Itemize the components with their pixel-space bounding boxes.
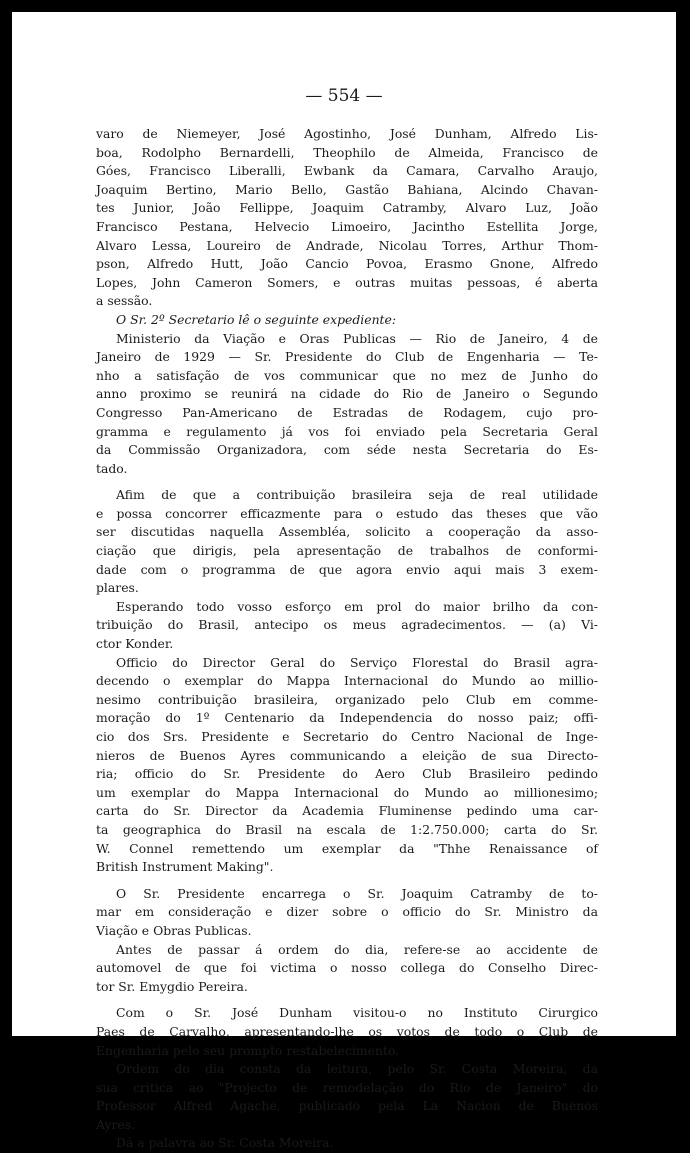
text-line: tado. bbox=[96, 460, 128, 476]
text-line: O Sr. 2º Secretario lê o seguinte expediente: bbox=[116, 311, 397, 327]
text-line: Janeiro de 1929 — Sr. Presidente do Club de Engenharia — Te- bbox=[96, 349, 598, 365]
text-line: nieros de Buenos Ayres communicando a eleição de sua Directo- bbox=[96, 747, 598, 763]
text-line: moração do 1º Centenario da Independencia do nosso paiz; offi- bbox=[96, 710, 598, 726]
page-number: — 554 — bbox=[305, 86, 383, 106]
text-line: dade com o programma de que agora envio aqui mais 3 exem- bbox=[96, 561, 598, 577]
text-line: British Instrument Making". bbox=[96, 859, 274, 875]
body-text bbox=[96, 125, 598, 1153]
text-line: cio dos Srs. Presidente e Secretario do Centro Nacional de Inge- bbox=[96, 729, 598, 744]
text-line: Ayres. bbox=[96, 1116, 135, 1132]
text-line: W. Connel remettendo um exemplar da "Thhe Renaissance of bbox=[96, 840, 598, 856]
text-line: ria; officio do Sr. Presidente do Aero Club Brasileiro pedindo bbox=[96, 766, 598, 782]
text-line: um exemplar do Mappa Internacional do Mundo ao millionesimo; bbox=[96, 784, 598, 800]
text-line: Dá a palavra ao Sr. Costa Moreira. bbox=[116, 1135, 334, 1151]
text-line: Afim de que a contribuição brasileira seja de real utilidade bbox=[116, 487, 598, 503]
text-line: automovel de que foi victima o nosso collega do Conselho Direc- bbox=[96, 960, 598, 976]
text-line: Francisco Pestana, Helvecio Limoeiro, Jacintho Estellita Jorge, bbox=[96, 218, 598, 234]
text-line: sua critica ao "Projecto de remodelação do Rio de Janeiro" do bbox=[96, 1079, 598, 1095]
text-line: Ministerio da Viação e Oras Publicas — Rio de Janeiro, 4 de bbox=[116, 330, 598, 346]
text-line: carta do Sr. Director da Academia Fluminense pedindo uma car- bbox=[96, 803, 598, 819]
text-line: plares. bbox=[96, 580, 139, 596]
text-line: Com o Sr. José Dunham visitou-o no Instituto Cirurgico bbox=[116, 1005, 598, 1021]
text-line: tor Sr. Emygdio Pereira. bbox=[96, 978, 248, 994]
text-line: Alvaro Lessa, Loureiro de Andrade, Nicolau Torres, Arthur Thom- bbox=[96, 237, 598, 253]
text-line: Paes de Carvalho, apresentando-lhe os votos de todo o Club de bbox=[96, 1023, 598, 1039]
text-line: tes Junior, João Fellippe, Joaquim Catramby, Alvaro Luz, João bbox=[96, 200, 598, 216]
text-line: Esperando todo vosso esforço em prol do maior brilho da con- bbox=[116, 598, 598, 614]
text-line: e possa concorrer efficazmente para o estudo das theses que vão bbox=[96, 505, 598, 521]
text-line: pson, Alfredo Hutt, João Cancio Povoa, Erasmo Gnone, Alfredo bbox=[96, 256, 598, 272]
text-line: Ordem do dia consta da leitura, pelo Sr. Costa Moreira, da bbox=[116, 1061, 598, 1077]
text-line: anno proximo se reunirá na cidade do Rio de Janeiro o Segundo bbox=[96, 386, 598, 402]
text-line: O Sr. Presidente encarrega o Sr. Joaquim Catramby de to- bbox=[116, 885, 598, 901]
text-line: ser discutidas naquella Assembléa, solicito a cooperação da asso- bbox=[96, 524, 598, 540]
text-line: Joaquim Bertino, Mario Bello, Gastão Bahiana, Alcindo Chavan- bbox=[96, 181, 598, 197]
text-line: Officio do Director Geral do Serviço Florestal do Brasil agra- bbox=[116, 654, 598, 670]
text-line: ta geographica do Brasil na escala de 1:2.750.000; carta do Sr. bbox=[96, 821, 598, 837]
text-line: Viação e Obras Publicas. bbox=[96, 922, 252, 938]
text-line: tribuição do Brasil, antecipo os meus agradecimentos. — (a) Vi- bbox=[96, 617, 598, 633]
text-line: Professor Alfred Agache, publicado pela La Nacion de Buenos bbox=[96, 1098, 598, 1114]
page bbox=[12, 12, 676, 1151]
text-line: varo de Niemeyer, José Agostinho, José Dunham, Alfredo Lis- bbox=[96, 126, 598, 141]
text-line: ciação que dirigis, pela apresentação de trabalhos de conformi- bbox=[96, 543, 598, 559]
text-line: Góes, Francisco Liberalli, Ewbank da Camara, Carvalho Araujo, bbox=[96, 163, 598, 179]
text-line: Engenharia pelo seu prompto restabelecimento. bbox=[96, 1042, 400, 1058]
text-line: ctor Konder. bbox=[96, 636, 174, 652]
text-line: boa, Rodolpho Bernardelli, Theophilo de Almeida, Francisco de bbox=[96, 144, 598, 160]
text-line: mar em consideração e dizer sobre o officio do Sr. Ministro da bbox=[96, 904, 598, 920]
text-line: da Commissão Organizadora, com séde nesta Secretaria do Es- bbox=[96, 442, 598, 458]
text-line: nho a satisfação de vos communicar que no mez de Junho do bbox=[96, 367, 598, 383]
text-line: nesimo contribuição brasileira, organizado pelo Club em comme- bbox=[96, 691, 598, 707]
text-line: Lopes, John Cameron Somers, e outras muitas pessoas, é aberta bbox=[96, 274, 598, 290]
text-line: decendo o exemplar do Mappa Internacional do Mundo ao millio- bbox=[96, 673, 598, 689]
text-line: Antes de passar á ordem do dia, refere-se ao accidente de bbox=[116, 941, 598, 957]
text-line: Congresso Pan-Americano de Estradas de Rodagem, cujo pro- bbox=[96, 404, 598, 420]
text-line: gramma e regulamento já vos foi enviado pela Secretaria Geral bbox=[96, 423, 598, 439]
text-line: a sessão. bbox=[96, 293, 153, 309]
